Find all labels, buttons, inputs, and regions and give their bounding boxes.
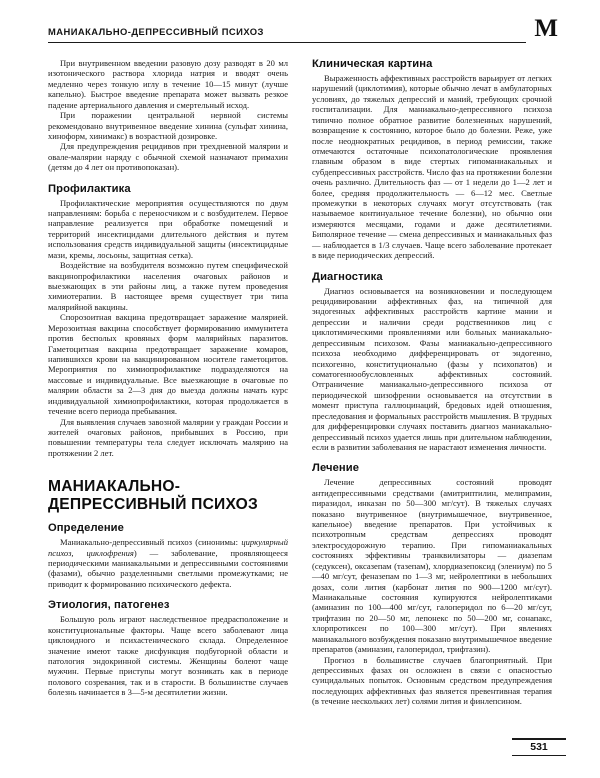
page-number: 531 <box>530 740 548 753</box>
heading-prophylaxis: Профилактика <box>48 182 131 195</box>
body-columns <box>48 58 552 718</box>
paragraph: Для выявления случаев завозной малярии у граждан России и жителей очаговых районов, прибывших в Россию, при повышении температуры тела следует исключать малярию на протяжении 2 лет. <box>48 416 288 458</box>
right-column <box>312 58 552 718</box>
heading-treatment: Лечение <box>312 462 360 475</box>
running-head <box>48 15 558 50</box>
paragraph: Большую роль играют наследственное предрасположение и конституциональные факторы. Чаще всего заболевают лица циклоидного и психастенического склада. Определенное значение имеют также дисфункция подбугорной области и патология эндокринной системы. Женщины болеют чаще мужчин. Первые приступы могут возникать как в периоде полового созревания, так и в старости. В большинстве случаев болезнь начинается в 3—5-м десятилетии жизни. <box>48 614 288 698</box>
definition-tail: ) — заболевание, проявляющееся периодическими маниакальными и депрессивными состояниями (фазами), обычно разделенными светлыми промежутками; не приводит к формированию психического дефекта. <box>48 547 288 589</box>
paragraph: Выраженность аффективных расстройств варьирует от легких нарушений (циклотимия), которые обычно лечат в амбулаторных условиях, до тяжелых депрессий и маний, требующих срочной госпитализации. Для маниакально-депрессивного психоза типично полное обратное развитие болезненных нарушений, возвращение к состоянию, которое было до болезни. Реже, уже после неоднократных рецидивов, в период ремиссии, также отмечаются остаточные психопатологические проявления главным образом в виде стертых гипоманиакальных и субдепрессивных расстройств. Число фаз на протяжении болезни очень различно. Длительность фаз — от 1 недели до 1—2 лет и более, средняя продолжительность — 6—12 мес. Светлые промежутки в некоторых случаях могут отсутствовать (так называемое континуальное течение болезни), но обычно они измеряются месяцами, годами и даже десятилетиями. Биполярное течение — смена депрессивных и маниакальных фаз — наблюдается в 1/3 случаев. Чаще всего заболевание протекает в виде периодических депрессий. <box>312 73 552 261</box>
folio-rule-bottom <box>512 755 566 756</box>
heading-etiology: Этиология, патогенез <box>48 599 170 612</box>
heading-clinical-picture: Клиническая картина <box>312 58 433 70</box>
definition-lead: Маниакально-депрессивный психоз (синонимы: <box>60 537 242 548</box>
running-head-title: МАНИАКАЛЬНО-ДЕПРЕССИВНЫЙ ПСИХОЗ <box>48 26 264 37</box>
heading-diagnostics: Диагностика <box>312 270 383 283</box>
paragraph: Лечение депрессивных состояний проводят антидепрессивными средствами (амитриптилин, мелипрамин, пиразидол, инказан по 50—300 мг/сут). В тяжелых случаях показано внутривенное (внутримышечное, внутривенное, капельное) введение препаратов. При устойчивых к психотропным средствам депрессиях проводят электросудорожную терапию. При гипоманиакальных состояниях эффективны транквилизаторы — диазепам (седуксен), оксазепам (тазепам), хлордиазепоксид (элениум) по 5—40 мг/сут, феназепам по 1—3 мг, нейролептики в небольших дозах, соли лития (карбонат лития по 900—1200 мг/сут). Маниакальные состояния купируются нейролептиками (аминазин по 100—400 мг/сут, галоперидол по 6—20 мг/сут, трифтазин по 20—50 мг, лепонекс по 50—200 мг, сонапакс, хлорпротиксен по 100—300 мг/сут). При явлениях маниакального возбуждения показано внутримышечное введение препаратов (аминазин, галоперидол, трифтазин). <box>312 477 552 655</box>
paragraph: Воздействие на возбудителя возможно путем специфической вакцинопрофилактики населения очаговых районов и выезжающих в эти районы лиц, а также путем проведения химиотерапии. В настоящее время существует три типа малярийной вакцины. <box>48 260 288 312</box>
folio <box>512 738 566 756</box>
paragraph: При поражении центральной нервной системы рекомендовано внутривенное введение хинина (сульфат хинина, хиноформ, хинимакс) в возрастной дозировке. <box>48 110 288 141</box>
paragraph: При внутривенном введении разовую дозу разводят в 20 мл изотонического раствора хлорида натрия и вводят очень медленно через тонкую иглу в течение 10—15 минут (лучше капельно). Быстрое введение препарата может вызвать резкое падение артериального давления и смертельный исход. <box>48 58 288 110</box>
left-column <box>48 58 288 718</box>
paragraph: Диагноз основывается на возникновении и последующем рецидивировании аффективных фаз, на типичной для эндогенных аффективных расстройств картине мании и депрессии и наличии среди родственников лиц с циклотимическими проявлениями или больных маниакально-депрессивным психозом. Фазы маниакально-депрессивного психоза необходимо дифференцировать от эндогенно, психогенно, конституционально (фазы у психопатов) и соматогеннообусловленных аффективных состояний. Отграничение маниакально-депрессивного психоза от периодической шизофрении основывается на отсутствии в момент приступа галлюцинаций, бредовых идей отношения, преследования и формальных расстройств мышления. В трудных для дифференцировки случаях поставить диагноз маниакально-депрессивный психоз удается лишь при длительном наблюдении, если в развитии заболевания не нарастают изменения личности. <box>312 285 552 452</box>
paragraph-definition <box>48 537 288 589</box>
article-title: МАНИАКАЛЬНО-ДЕПРЕССИВНЫЙ ПСИХОЗ <box>48 478 258 513</box>
heading-definition: Определение <box>48 522 124 535</box>
section-letter: М <box>534 15 558 42</box>
paragraph: Спорозоитная вакцина предотвращает заражение малярией. Мерозоитная вакцина способствует формированию иммунитета против бесполых кровяных форм малярийных паразитов. Гаметоцитная вакцина предотвращает заражение комаров, напившихся крови на вакцинированном носителе гаметоцитов. Мероприятия по химиопрофилактике подразделяются на массовые и индивидуальные. Все выезжающие в очаговые по малярии области за 2—3 дня до выезда должны начать курс индивидуальной химиопрофилактики, которая продолжается в течение всего периода пребывания. <box>48 312 288 417</box>
paragraph: Прогноз в большинстве случаев благоприятный. При депрессивных фазах он осложнен в связи с опасностью суицидальных попыток. Основным средством предупреждения последующих аффективных фаз является превентивная терапия (в течение нескольких лет) солями лития и финлепсином. <box>312 654 552 707</box>
paragraph: Профилактические мероприятия осуществляются по двум направлениям: борьба с переносчиком и с возбудителем. Первое направление реализуется при обработке помещений и территорий инсектицидами длительного действия и путем использования средств индивидуальной защиты (инсектицидные мази, кремы, лосьоны, защитная сетка). <box>48 197 288 260</box>
definition-synonyms: циркулярный психоз, циклофрения <box>48 537 288 558</box>
running-head-rule <box>48 42 526 43</box>
paragraph: Для предупреждения рецидивов при трехдневной малярии и овале-малярии наряду с обычной схемой назначают примахин (детям до 4 лет он противопоказан). <box>48 141 288 173</box>
